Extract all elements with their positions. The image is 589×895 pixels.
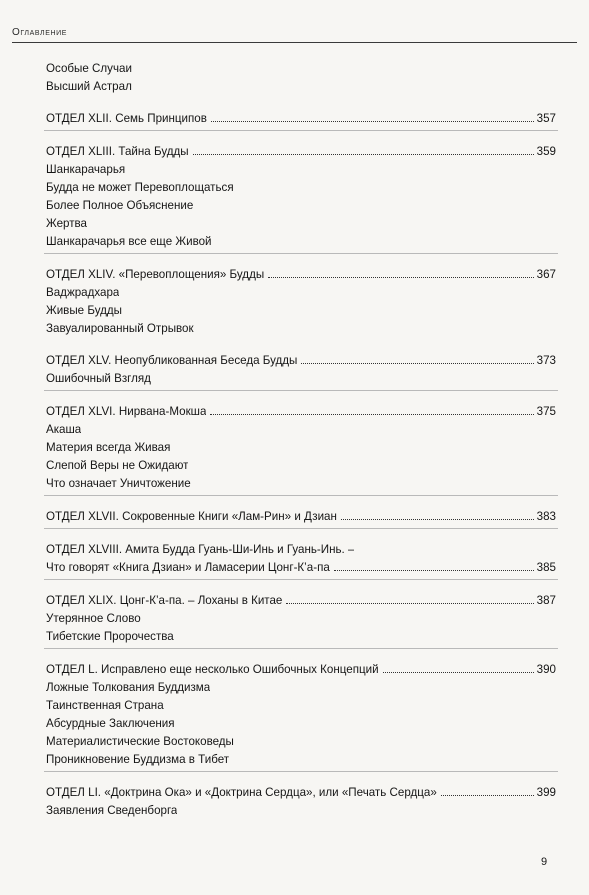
table-of-contents [46,60,556,820]
toc-entry-title: Ложные Толкования Буддизма [46,681,211,694]
toc-subentry [46,439,556,457]
toc-section-entry [46,352,556,370]
toc-section-entry [46,784,556,802]
toc-leader-dots [211,121,534,122]
toc-entry-title: Завуалированный Отрывок [46,322,194,335]
toc-page-number: 359 [536,145,556,158]
toc-subentry [46,320,556,338]
toc-separator [44,648,558,649]
toc-page-number: 375 [536,405,556,418]
toc-entry-title: Ваджрадхара [46,286,120,299]
toc-entry-title: Акаша [46,423,82,436]
toc-subentry [46,78,556,96]
toc-subentry [46,215,556,233]
toc-subentry [46,751,556,769]
toc-page-number: 373 [536,354,556,367]
toc-entry-title: Утерянное Слово [46,612,141,625]
toc-entry-title: ОТДЕЛ XLII. Семь Принципов [46,112,207,125]
toc-subentry [46,161,556,179]
toc-entry-title: ОТДЕЛ XLIII. Тайна Будды [46,145,189,158]
toc-entry-title: ОТДЕЛ XLVI. Нирвана-Мокша [46,405,207,418]
toc-subentry [46,302,556,320]
toc-subentry [46,179,556,197]
toc-entry-title: Таинственная Страна [46,699,164,712]
page-number: 9 [541,856,548,868]
toc-subentry [46,697,556,715]
toc-subentry [46,541,556,559]
header-rule [12,42,577,43]
toc-separator [44,390,558,391]
toc-section-entry [46,559,556,577]
toc-subentry [46,60,556,78]
toc-section-entry [46,143,556,161]
toc-page-number: 399 [536,786,556,799]
toc-entry-title: Живые Будды [46,304,122,317]
toc-page-number: 383 [536,510,556,523]
toc-separator [44,253,558,254]
toc-leader-dots [210,414,533,415]
toc-entry-title: ОТДЕЛ XLIV. «Перевоплощения» Будды [46,268,265,281]
toc-gap [46,338,556,352]
toc-entry-title: Что говорят «Книга Дзиан» и Ламасерии Цонг-К’а-па [46,561,330,574]
toc-subentry [46,284,556,302]
toc-entry-title: Что означает Уничтожение [46,477,191,490]
toc-entry-title: Тибетские Пророчества [46,630,174,643]
toc-entry-title: ОТДЕЛ LI. «Доктрина Ока» и «Доктрина Сердца», или «Печать Сердца» [46,786,437,799]
toc-entry-title: ОТДЕЛ XLVII. Сокровенные Книги «Лам-Рин» и Дзиан [46,510,337,523]
toc-section-entry [46,266,556,284]
toc-entry-title: Абсурдные Заключения [46,717,175,730]
toc-entry-title: Высший Астрал [46,80,132,93]
toc-subentry [46,197,556,215]
toc-subentry [46,475,556,493]
toc-section-entry [46,661,556,679]
toc-subentry [46,679,556,697]
toc-entry-title: ОТДЕЛ XLV. Неопубликованная Беседа Будды [46,354,298,367]
toc-separator [44,579,558,580]
toc-section-entry [46,403,556,421]
toc-gap [46,96,556,110]
toc-page-number: 390 [536,663,556,676]
toc-entry-title: Жертва [46,217,87,230]
toc-entry-title: Более Полное Объяснение [46,199,194,212]
toc-leader-dots [301,363,533,364]
toc-entry-title: Шанкарачарья [46,163,126,176]
toc-leader-dots [334,570,534,571]
toc-section-entry [46,508,556,526]
toc-leader-dots [383,672,534,673]
toc-subentry [46,733,556,751]
toc-subentry [46,370,556,388]
toc-section-entry [46,592,556,610]
toc-entry-title: Материя всегда Живая [46,441,171,454]
toc-leader-dots [341,519,534,520]
toc-leader-dots [286,603,533,604]
toc-entry-title: Проникновение Буддизма в Тибет [46,753,230,766]
toc-subentry [46,802,556,820]
toc-entry-title: Ошибочный Взгляд [46,372,151,385]
toc-page-number: 367 [536,268,556,281]
toc-entry-title: Шанкарачарья все еще Живой [46,235,212,248]
running-head: Оглавление [12,27,68,38]
toc-leader-dots [193,154,534,155]
toc-subentry [46,421,556,439]
toc-section-entry [46,110,556,128]
toc-separator [44,528,558,529]
toc-subentry [46,457,556,475]
toc-leader-dots [441,795,534,796]
toc-subentry [46,610,556,628]
toc-page-number: 385 [536,561,556,574]
toc-entry-title: Заявления Сведенборга [46,804,178,817]
toc-subentry [46,715,556,733]
toc-subentry [46,233,556,251]
toc-separator [44,771,558,772]
toc-entry-title: Слепой Веры не Ожидают [46,459,189,472]
toc-page-number: 387 [536,594,556,607]
toc-entry-title: Материалистические Востоковеды [46,735,234,748]
toc-entry-title: Особые Случаи [46,62,132,75]
toc-leader-dots [268,277,533,278]
toc-entry-title: Будда не может Перевоплощаться [46,181,234,194]
toc-page-number: 357 [536,112,556,125]
toc-separator [44,130,558,131]
toc-entry-title: ОТДЕЛ XLIX. Цонг-К’а-па. – Лоханы в Китае [46,594,283,607]
toc-subentry [46,628,556,646]
toc-separator [44,495,558,496]
toc-entry-title: ОТДЕЛ XLVIII. Амита Будда Гуань-Ши-Инь и Гуань-Инь. – [46,543,355,556]
toc-entry-title: ОТДЕЛ L. Исправлено еще несколько Ошибочных Концепций [46,663,379,676]
